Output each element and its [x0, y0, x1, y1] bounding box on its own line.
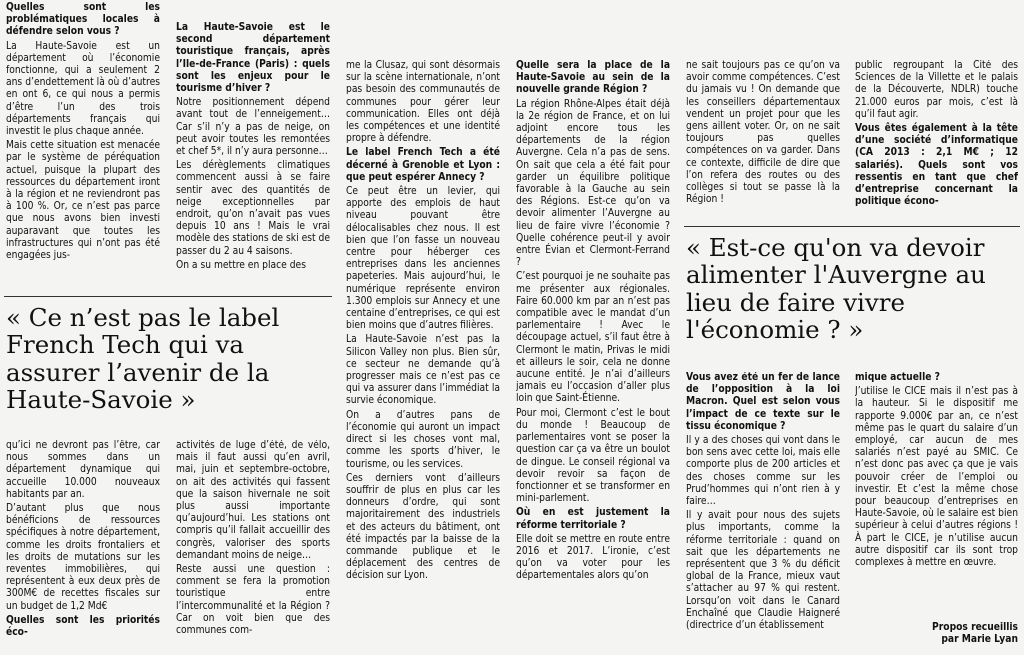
paragraph: C’est pourquoi je ne souhaite pas me présenter aux régionales. Faire 60.000 km par an n’est pas compatible avec le mandat d’un parlementaire ! Avec le découpage actuel, s’il faut être à Clermont le matin, Privas le midi et ailleurs le soir, cela ne donne aucune entité. Je n’ai d’ailleurs jamais eu l’occasion d’aller plus loin que Saint-Étienne. — [516, 271, 670, 405]
rule-left — [4, 296, 332, 297]
paragraph: me la Clusaz, qui sont désormais sur la scène internationale, n’ont pas besoin des communautés de communes pour gérer leur communication. Elles ont déjà les compétences et une identité propre à défendre. — [346, 60, 500, 145]
signature-line-1: Propos recueillis — [932, 622, 1018, 633]
column-1-top — [6, 2, 160, 288]
paragraph: Reste aussi une question : comment se fera la promotion touristique entre l’intercommunalité et la Région ? Car on voit bien que des communes com- — [176, 564, 330, 637]
column-4 — [516, 60, 670, 655]
question-heading: Vous avez été un fer de lance de l’opposition à la loi Macron. Quel est selon vous l’impact de ce texte sur le tissu économique ? — [686, 372, 840, 432]
column-3 — [346, 60, 500, 655]
paragraph: On a su mettre en place des — [176, 259, 306, 271]
rule-right — [684, 226, 1020, 227]
column-6-bottom — [855, 372, 1018, 617]
paragraph: On a d’autres pans de l’économie qui auront un impact direct si les choses vont mal, comme les sports d’hiver, le tourisme, ou les services. — [346, 409, 500, 470]
column-6-top — [855, 60, 1018, 220]
column-2-bottom — [176, 440, 330, 655]
paragraph: Ces derniers vont d’ailleurs souffrir de plus en plus car les donneurs d’ordre, qui sont majoritairement des industriels et des acteurs du bâtiment, ont été impactés par la baisse de la commande publique et le déplacement des centres de décision sur Lyon. — [346, 472, 500, 582]
paragraph: J’utilise le CICE mais il n’est pas à la hauteur. Si le dispositif me rapporte 9.000€ par an, ce n’est même pas le quart du salaire d’un employé, car aucun de mes salariés n’est payé au SMIC. Ce n’est donc pas avec ça que je vais pouvoir créer de l’emploi ou investir. Et c’est la même chose pour beaucoup d’entreprises en Haute-Savoie, où le salaire est bien supérieur à celui d’autres régions ! À part le CICE, je n’utilise aucun autre dispositif car ils sont trop complexes à mettre en œuvre. — [855, 386, 1018, 569]
pull-quote-french-tech: « Ce n’est pas le label French Tech qui va assurer l’avenir de la Haute-Savoie » — [6, 303, 280, 415]
question-heading: Quelles sont les priorités éco- — [6, 614, 160, 639]
paragraph: La Haute-Savoie est un département où l’économie fonctionne, qui a seulement 2 ans d’endettement là où d’autres en ont 6, ce qui nous a permis d’être l’un des trois départements français qui investit le plus chaque année. — [6, 40, 160, 138]
paragraph: Mais cette situation est menacée par le système de péréquation actuel, puisque la plupart des ressources du département iront à la région et ne reviendront pas à 100 %. Or, ce n’est pas parce que nous avons bien investi auparavant que toutes les infrastructures qui n’ont pas été engagées jus- — [6, 140, 160, 262]
paragraph: Elle doit se mettre en route entre 2016 et 2017. L’ironie, c’est qu’on va voter pour les départementales alors qu’on — [516, 533, 670, 582]
column-2-top — [176, 22, 330, 288]
column-1-bottom — [6, 440, 160, 655]
signature-line-2: par Marie Lyan — [941, 634, 1018, 646]
column-5-bottom — [686, 372, 840, 655]
paragraph: La Haute-Savoie n’est pas la Silicon Valley non plus. Bien sûr, ce secteur ne demande qu’à progresser mais ce n’est pas ce qui va assurer dans l’immédiat la survie économique. — [346, 334, 500, 407]
question-heading: Vous êtes également à la tête d’une société d’informatique (CA 2013 : 2,1 M€ ; 12 salariés). Quels sont vos ressentis en tant que chef d’entreprise concernant la politique écono- — [855, 123, 1018, 208]
paragraph: qu’ici ne devront pas l’être, car nous sommes dans un département dynamique qui accueille 10.000 nouveaux habitants par an. — [6, 440, 160, 500]
paragraph: ne sait toujours pas ce qu’on va avoir comme compétences. C’est du jamais vu ! On demande que les conseillers départementaux vendent un projet pour que les gens aillent voter. Or, on ne sait toujours pas quelles compétences on va garder. Dans ce contexte, difficile de dire que l’on refera des routes ou des collèges si tout se passe là la Région ! — [686, 60, 840, 206]
question-heading: La Haute-Savoie est le second département touristique français, après l’Ile-de-France (Paris) : quels sont les enjeux pour le tourisme d’hiver ? — [176, 22, 330, 95]
question-heading: Où en est justement la réforme territoriale ? — [516, 507, 670, 531]
paragraph: activités de luge d’été, de vélo, mais il faut aussi qu’en avril, mai, juin et septembre-octobre, on ait des activités qui fassent que la saison hivernale ne soit plus aussi importante qu’aujourd’hui. Les stations ont compris qu’il fallait accueillir des congrès, valoriser des sports demandant moins de neige… — [176, 440, 330, 561]
column-5-top — [686, 60, 840, 220]
paragraph: La région Rhône-Alpes était déjà la 2e région de France, et on lui adjoint encore tous les départements de la région Auvergne. Cela n’a pas de sens. On sait que cela a été fait pour garder un équilibre politique favorable à la Gauche au sein des Régions. Est-ce qu’on va devoir alimenter l’Auvergne au lieu de faire vivre l’économie ? Quelle cohérence peut-il y avoir entre Évian et Clermont-Ferrand ? — [516, 98, 670, 269]
paragraph: public regroupant la Cité des Sciences de la Villette et le palais de la Découverte, NDLR) touche 21.000 euros par mois, c’est là qu’il faut agir. — [855, 60, 1018, 120]
question-heading: mique actuelle ? — [855, 372, 940, 383]
question-heading: Quelle sera la place de la Haute-Savoie au sein de la nouvelle grande Région ? — [516, 60, 670, 96]
paragraph: Il y a des choses qui vont dans le bon sens avec cette loi, mais elle comporte plus de 200 articles et des choses comme sur les Prud’hommes qui n’ont rien à y faire… — [686, 435, 840, 508]
paragraph: D’autant plus que nous bénéficions de ressources spécifiques à notre département, comme les droits frontaliers et les droits de mutations sur les reventes immobilières, qui représentent à eux deux près de 300M€ de recettes fiscales sur un budget de 1,2 Md€ — [6, 503, 160, 612]
paragraph: Pour moi, Clermont c’est le bout du monde ! Beaucoup de parlementaires vont se poser la question car ça va être un boulot de dingue. Le conseil régional va devoir revoir sa façon de fonctionner et se transformer en mini-parlement. — [516, 407, 670, 505]
paragraph: Notre positionnement dépend avant tout de l’enneigement… Car s’il n’y a pas de neige, on peut avoir toutes les remontées et chef 5*, il n’y aura personne… — [176, 97, 330, 158]
question-heading: Quelles sont les problématiques locales à défendre selon vous ? — [6, 2, 160, 38]
pull-quote-auvergne: « Est-ce qu'on va devoir alimenter l'Auvergne au lieu de faire vivre l'économie ? » — [686, 233, 986, 345]
paragraph: Les dérèglements climatiques commencent aussi à se faire sentir avec des quantités de neige exceptionnelles par endroit, qu’on n’avait pas vues depuis 10 ans ! Mais le vrai modèle des stations de ski est de passer du 2 au 4 saisons. — [176, 160, 330, 257]
question-heading: Le label French Tech a été décerné à Grenoble et Lyon : que peut espérer Annecy ? — [346, 147, 500, 183]
paragraph: Il y avait pour nous des sujets plus importants, comme la réforme territoriale : quand on sait que les départements ne représentent que 3 % du déficit global de la France, mieux vaut s’attacher au 97 % qui restent. Lorsqu’on voit dans le Canard Enchaîné que Claudie Haigneré (directrice d’un établissement — [686, 510, 840, 632]
paragraph: Ce peut être un levier, qui apporte des emplois de haut niveau pouvant être délocalisables chez nous. Il est bien que l’on fasse un nouveau centre pour héberger ces entreprises dans les anciennes papeteries. Mais aujourd’hui, le numérique représente environ 1.300 emplois sur Annecy et une centaine d’entreprises, ce qui est bien moins que d’autres filières. — [346, 186, 500, 332]
signature — [855, 622, 1018, 652]
